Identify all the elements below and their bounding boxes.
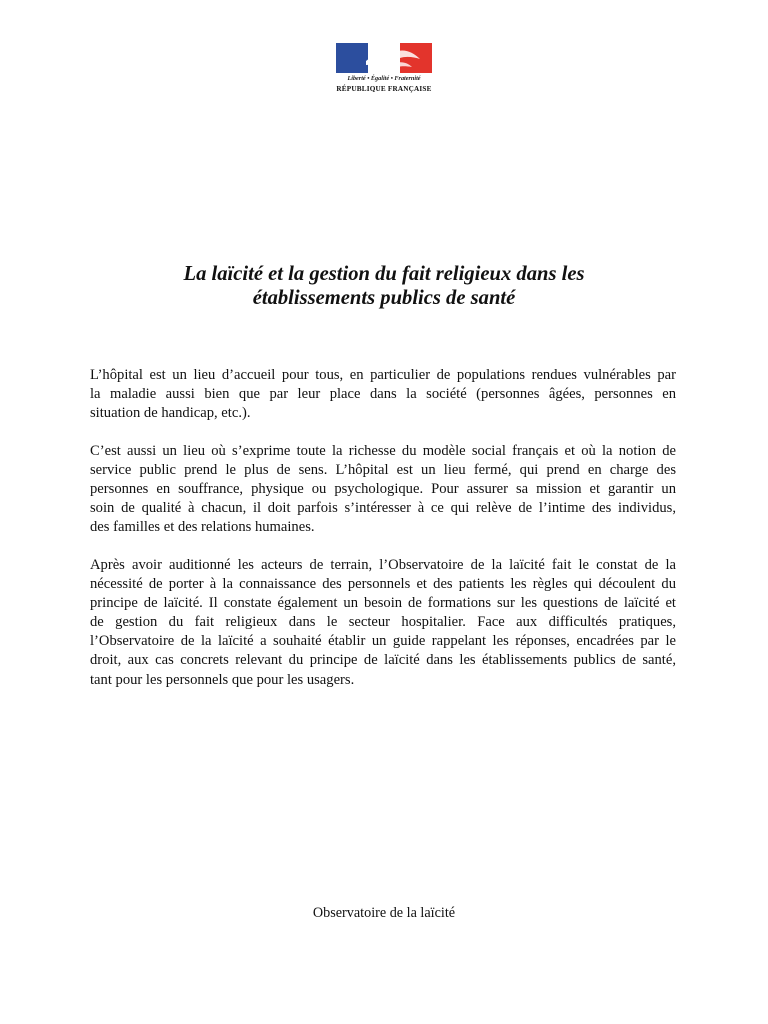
paragraph-line: service public prend le plus de sens. L’hôpital est un lieu fermé, qui prend en charge des [90, 462, 676, 479]
paragraph-line: soin de qualité à chacun, il doit parfois s’intéresser à ce qui relève de l’intime des individus, [90, 500, 676, 517]
document-footer-author: Observatoire de la laïcité [312, 905, 456, 921]
paragraph-line: L’hôpital est un lieu d’accueil pour tous, en particulier de populations rendues vulnérables par [90, 367, 676, 383]
paragraph-line: de gestion du fait religieux dans le secteur hospitalier. Face aux difficultés pratiques, [90, 614, 676, 631]
paragraph-line: la maladie aussi bien que par leur place dans la société (personnes âgées, personnes en [90, 386, 676, 403]
paragraph-line: Après avoir auditionné les acteurs de terrain, l’Observatoire de la laïcité fait le constat de la [90, 557, 676, 573]
paragraph-line: l’Observatoire de la laïcité a souhaité établir un guide rappelant les réponses, encadrées par le [90, 633, 676, 650]
paragraph-line: principe de laïcité. Il constate également un besoin de formations sur les questions de laïcité et [90, 595, 676, 612]
title-line: La laïcité et la gestion du fait religieux dans les [183, 263, 585, 285]
paragraph-line: nécessité de porter à la connaissance des personnels et des patients les règles qui découlent du [90, 576, 676, 593]
paragraph-modele-social [90, 442, 676, 537]
marianne-profile-icon [336, 43, 432, 73]
paragraph-hopital-accueil [90, 366, 676, 423]
paragraph-line: des familles et des relations humaines. [90, 519, 315, 536]
title-line: établissements publics de santé [252, 287, 516, 309]
paragraph-line: droit, aux cas concrets relevant du principe de laïcité dans les établissements publics de santé, [90, 652, 676, 669]
marianne-flag-icon [336, 43, 432, 73]
paragraph-line: C’est aussi un lieu où s’exprime toute la richesse du modèle social français et où la notion de [90, 443, 676, 459]
document-title [100, 262, 668, 310]
paragraph-line: situation de handicap, etc.). [90, 405, 251, 422]
paragraph-line: personnes en souffrance, physique ou psychologique. Pour assurer sa mission et garantir un [90, 481, 676, 498]
republique-francaise-logo [334, 43, 434, 99]
paragraph-line: tant pour les personnels que pour les usagers. [90, 671, 355, 688]
logo-republique-francaise: RÉPUBLIQUE FRANÇAISE [336, 85, 432, 93]
logo-motto: Liberté • Égalité • Fraternité [347, 75, 421, 82]
paragraph-observatoire [90, 556, 676, 690]
